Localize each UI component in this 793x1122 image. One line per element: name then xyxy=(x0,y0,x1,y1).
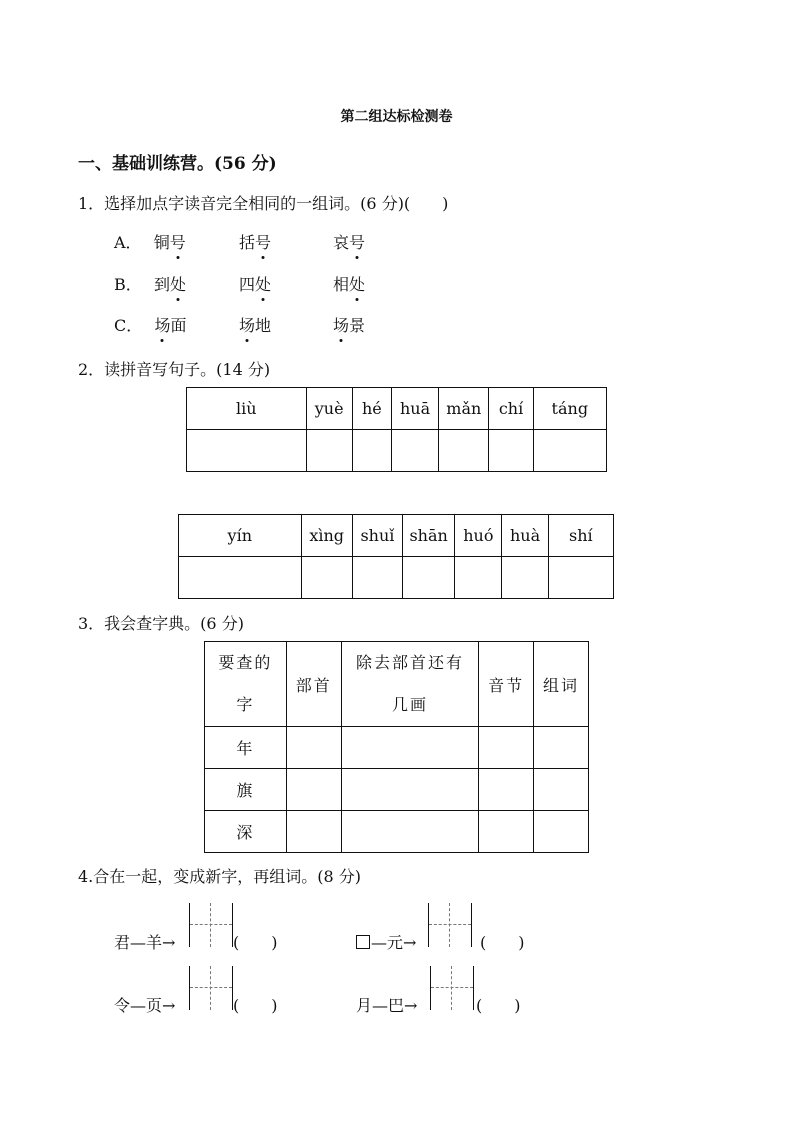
answer-cell[interactable] xyxy=(439,430,489,472)
word: 场景 xyxy=(333,316,366,335)
writing-box[interactable] xyxy=(189,966,233,1010)
answer-paren[interactable]: ( ) xyxy=(480,933,525,952)
word: 场面 xyxy=(154,316,187,335)
word: 四处 xyxy=(239,275,272,294)
option-c xyxy=(114,313,186,336)
combine-item: 月—巴→ xyxy=(356,996,418,1015)
writing-box[interactable] xyxy=(189,903,233,947)
answer-cell[interactable] xyxy=(286,811,341,853)
arrow-icon: → xyxy=(404,996,418,1015)
arrow-icon: → xyxy=(162,933,176,952)
answer-cell[interactable] xyxy=(352,557,402,599)
arrow-icon: → xyxy=(403,933,417,952)
answer-cell[interactable] xyxy=(548,557,613,599)
answer-cell[interactable] xyxy=(479,811,534,853)
char-cell: 旗 xyxy=(205,769,287,811)
arrow-icon: → xyxy=(162,996,176,1015)
pinyin-cell: xìng xyxy=(301,515,352,557)
word: 到处 xyxy=(153,275,186,294)
pinyin-cell: shuǐ xyxy=(352,515,402,557)
header-words: 组词 xyxy=(534,642,589,727)
answer-paren[interactable]: ( ) xyxy=(233,933,278,952)
answer-cell[interactable] xyxy=(352,430,391,472)
dictionary-table xyxy=(204,641,589,853)
pinyin-cell: yín xyxy=(179,515,302,557)
answer-cell[interactable] xyxy=(341,811,479,853)
writing-box[interactable] xyxy=(428,903,472,947)
answer-cell[interactable] xyxy=(403,557,455,599)
answer-cell[interactable] xyxy=(534,769,589,811)
question-4: 4.合在一起，变成新字，再组词。(8 分) xyxy=(78,867,362,886)
char-cell: 深 xyxy=(205,811,287,853)
answer-cell[interactable] xyxy=(391,430,438,472)
word: 场地 xyxy=(239,316,272,335)
answer-cell[interactable] xyxy=(479,727,534,769)
answer-cell[interactable] xyxy=(301,557,352,599)
combine-item: 君—羊→ xyxy=(114,933,176,952)
answer-cell[interactable] xyxy=(455,557,502,599)
answer-cell[interactable] xyxy=(502,557,548,599)
header-radical: 部首 xyxy=(286,642,341,727)
word: 括号 xyxy=(239,233,272,252)
answer-cell[interactable] xyxy=(286,769,341,811)
pinyin-table-1 xyxy=(186,387,607,472)
pinyin-cell: yuè xyxy=(306,388,352,430)
char-cell: 年 xyxy=(205,727,287,769)
answer-cell[interactable] xyxy=(306,430,352,472)
pinyin-cell: hé xyxy=(352,388,391,430)
pinyin-cell: táng xyxy=(533,388,606,430)
answer-cell[interactable] xyxy=(534,811,589,853)
pinyin-cell: huā xyxy=(391,388,438,430)
word: 相处 xyxy=(333,275,366,294)
answer-cell[interactable] xyxy=(341,769,479,811)
question-1: 1．选择加点字读音完全相同的一组词。(6 分)( ) xyxy=(78,194,449,213)
header-char: 要查的 字 xyxy=(205,642,287,727)
page-title: 第二组达标检测卷 xyxy=(340,109,453,125)
answer-cell[interactable] xyxy=(533,430,606,472)
combine-item: 令—页→ xyxy=(114,996,176,1015)
header-syllable: 音节 xyxy=(479,642,534,727)
option-label: C． xyxy=(114,316,143,335)
writing-box[interactable] xyxy=(430,966,474,1010)
pinyin-cell: liù xyxy=(187,388,307,430)
section-heading: 一、基础训练营。(56 分) xyxy=(78,154,277,174)
answer-cell[interactable] xyxy=(179,557,302,599)
answer-paren[interactable]: ( ) xyxy=(476,996,521,1015)
answer-cell[interactable] xyxy=(341,727,479,769)
answer-cell[interactable] xyxy=(479,769,534,811)
pinyin-cell: huà xyxy=(502,515,548,557)
pinyin-table-2 xyxy=(178,514,614,599)
pinyin-cell: shān xyxy=(403,515,455,557)
question-2: 2．读拼音写句子。(14 分) xyxy=(78,360,271,379)
answer-cell[interactable] xyxy=(534,727,589,769)
header-strokes: 除去部首还有 几画 xyxy=(341,642,479,727)
option-b xyxy=(114,272,186,295)
combine-item: —元→ xyxy=(356,930,416,953)
word: 铜号 xyxy=(153,233,186,252)
option-label: B． xyxy=(114,275,142,294)
answer-cell[interactable] xyxy=(187,430,307,472)
word: 哀号 xyxy=(333,233,366,252)
pinyin-cell: mǎn xyxy=(439,388,489,430)
pinyin-cell: shí xyxy=(548,515,613,557)
option-label: A． xyxy=(114,233,142,252)
missing-char-box[interactable] xyxy=(356,935,370,949)
answer-paren[interactable]: ( ) xyxy=(233,996,278,1015)
pinyin-cell: huó xyxy=(455,515,502,557)
option-a xyxy=(114,230,186,253)
pinyin-cell: chí xyxy=(489,388,533,430)
answer-cell[interactable] xyxy=(286,727,341,769)
answer-cell[interactable] xyxy=(489,430,533,472)
question-3: 3．我会查字典。(6 分) xyxy=(78,614,244,633)
